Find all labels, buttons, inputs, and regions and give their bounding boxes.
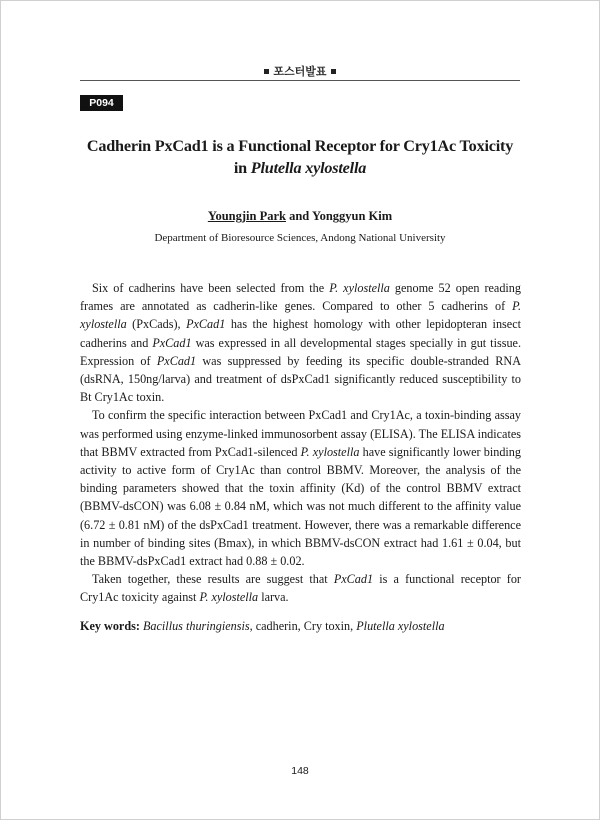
section-label: 포스터발표 — [273, 66, 327, 78]
abstract-body — [80, 279, 521, 607]
abstract-paragraph — [80, 279, 521, 406]
title-species: Plutella xylostella — [250, 159, 367, 177]
italic-term: P. xylostella — [199, 590, 259, 605]
text-run: was suppressed by feeding its specific double-stranded RNA (dsRNA, 150ng/larva) and treatment of dsPxCad1 significantly reduced susceptibility to Bt Cry1Ac toxin. — [80, 353, 522, 405]
square-bullet-icon — [331, 69, 336, 74]
author-list — [80, 209, 520, 224]
square-bullet-icon — [264, 69, 269, 74]
italic-term: PxCad1 — [156, 353, 197, 368]
text-run: (PxCads), — [126, 317, 187, 332]
first-author: Youngjin Park — [207, 209, 286, 223]
title-line-1: Cadherin PxCad1 is a Functional Receptor for Cry1Ac Toxicity — [86, 137, 514, 155]
italic-term: PxCad1 — [152, 335, 192, 350]
author-connector: and — [285, 209, 312, 223]
italic-term: P. xylostella — [329, 281, 390, 295]
poster-code-badge: P094 — [80, 95, 123, 111]
text-run: has the highest homology with other lepidopteran insect cadherins and — [80, 317, 521, 350]
italic-term: PxCad1 — [333, 572, 374, 587]
page-number: 148 — [291, 765, 309, 777]
italic-term: Bacillus thuringiensis — [142, 619, 250, 633]
second-author: Yonggyun Kim — [311, 209, 393, 223]
abstract-paragraph — [80, 406, 521, 570]
italic-term: P. xylostella — [80, 299, 521, 332]
text-run: To confirm the specific interaction between PxCad1 and Cry1Ac, a toxin-binding assay was performed using enzyme-linked immunosorbent assay (ELISA). The ELISA indicates that BBMV extracted from PxCad1-silenced — [80, 408, 521, 459]
text-run: have significantly lower binding activity to active form of Cry1Ac than control BBMV. Moreover, the analysis of the binding parameters showed that the toxin affinity (Kd) of the control BBMV extract (BBMV-dsCON) was 6.08 ± 0.84 nM, which was not much different to the affinity value (6.72 ± 0.81 nM) of the dsPxCad1 treatment. However, there was a remarkable difference in number of binding sites (Bmax), in which BBMV-dsCON extract had 1.61 ± 0.04, but the BBMV-dsPxCad1 extract had 0.88 ± 0.02. — [80, 444, 521, 569]
header-rule — [80, 80, 520, 81]
text-run: is a functional receptor for Cry1Ac toxicity against — [80, 572, 521, 605]
text-run: , cadherin, Cry toxin, — [249, 619, 357, 633]
italic-term: Plutella xylostella — [356, 619, 445, 633]
affiliation: Department of Bioresource Sciences, Andong National University — [154, 232, 446, 244]
paper-title — [80, 135, 520, 179]
keywords-label: Key words: — [80, 619, 140, 633]
text-run: Six of cadherins have been selected from the — [92, 281, 330, 295]
keywords-list — [140, 619, 445, 633]
text-run: Taken together, these results are suggest that — [92, 572, 334, 587]
text-run: genome 52 open reading frames are annotated as cadherin-like genes. Compared to other 5 cadherins of — [80, 281, 521, 314]
title-line-2 — [80, 157, 520, 179]
text-run: was expressed in all developmental stages specially in gut tissue. Expression of — [80, 335, 521, 368]
section-header — [0, 63, 600, 79]
keywords — [80, 617, 521, 635]
title-line-2-prefix: in — [233, 159, 251, 177]
italic-term: P. xylostella — [300, 444, 360, 459]
abstract-paragraph — [80, 570, 521, 606]
text-run: larva. — [258, 590, 289, 605]
italic-term: PxCad1 — [186, 317, 226, 332]
